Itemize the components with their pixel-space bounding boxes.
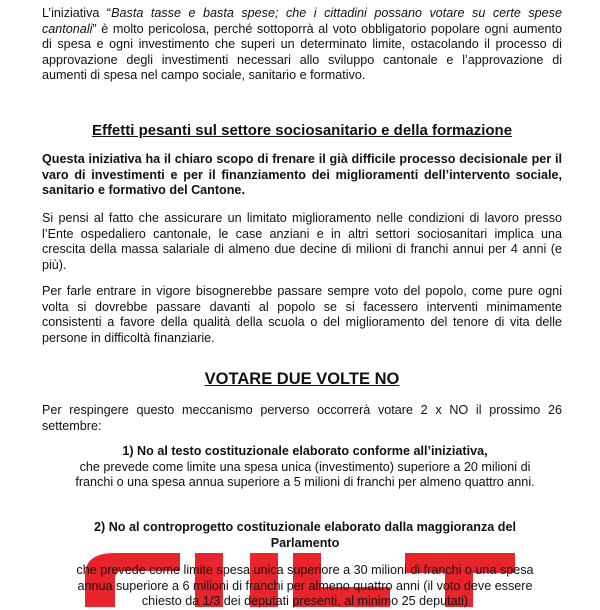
intro-rest: ” è molto pericolosa, perché sottoporrà al voto obbligatorio popolare ogni aumento di spesa e ogni investimento che superi un determinato limite, ostacolando il processo di approvazione degli investimenti necessari allo sviluppo cantonale e l’approvazione di aumenti di spesa nel campo sociale, sanitario e formativo.	[42, 21, 562, 83]
point-two-line: che prevede come limite spesa unica superiore a 30 milioni di franchi o una spesa	[76, 563, 534, 578]
intro-paragraph	[42, 6, 562, 84]
section-heading-vote: VOTARE DUE VOLTE NO	[204, 370, 400, 388]
paragraph-salary: Si pensi al fatto che assicurare un limitato miglioramento nelle condizioni di lavoro presso l’Ente ospedaliero cantonale, le case anziani e in altri settori sociosanitari implica una crescita della massa salariale di almeno due decine di milioni di franchi annui per 4 anni (e più).	[42, 211, 562, 272]
point-one-title: 1) No al testo costituzionale elaborato conforme all’iniziativa,	[122, 444, 488, 458]
paragraph-popular-vote: Per farle entrare in vigore bisognerebbe passare sempre voto del popolo, come pure ogni volta si dovrebbe passare davanti al popolo se si facessero interventi minimamente consistenti a favore della qualità della scuola o del miglioramento del tenore di vita delle persone in difficoltà finanziarie.	[42, 284, 562, 345]
point-two	[70, 520, 540, 610]
bold-paragraph: Questa iniziativa ha il chiaro scopo di frenare il già difficile processo decisionale per il varo di investimenti e per il finanziamento dei miglioramenti dell’intervento sociale, sanitario e formativo del Cantone.	[42, 152, 562, 198]
initiative-title: Basta tasse e basta spese; che i cittadini possano votare su certe spese cantonali	[42, 6, 562, 36]
intro-lead: L’iniziativa “	[42, 6, 112, 20]
point-two-line: chiesto da 1/3 dei deputati presenti, al minimo 25 deputati)	[141, 594, 469, 609]
point-one-line: franchi o una spesa annua superiore a 5 milioni di franchi per almeno quattro anni.	[75, 475, 535, 490]
vote-intro-paragraph: Per respingere questo meccanismo perverso occorrerà votare 2 x NO il prossimo 26 settembre:	[42, 403, 562, 433]
point-one	[70, 444, 540, 491]
point-two-title: 2) No al controprogetto costituzionale elaborato dalla maggioranza del	[94, 520, 516, 534]
point-two-line: annua superiore a 6 milioni di franchi per almeno quattro anni (il voto deve essere	[77, 578, 533, 593]
section-heading-effects: Effetti pesanti sul settore sociosanitario e della formazione	[91, 122, 513, 139]
point-two-title: Parlamento	[270, 535, 340, 550]
point-one-line: che prevede come limite una spesa unica (investimento) superiore a 20 milioni di	[79, 459, 531, 474]
